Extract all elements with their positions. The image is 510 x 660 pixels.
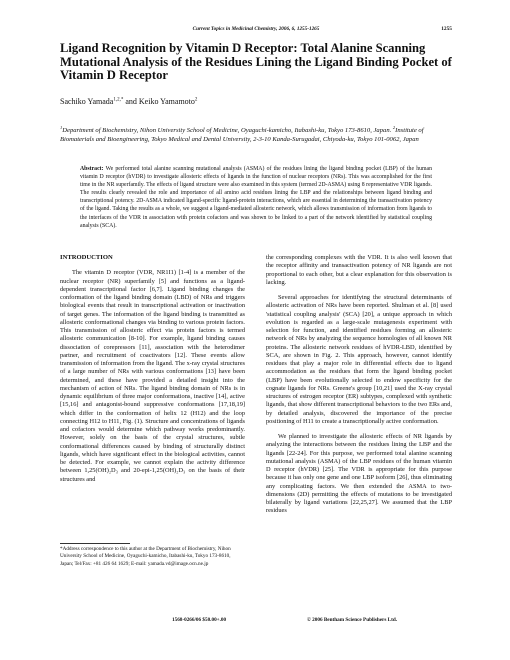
- left-column: [60, 254, 245, 484]
- running-header: [60, 26, 452, 36]
- right-column: [266, 254, 452, 516]
- author-name: Keiko Yamamoto: [138, 97, 195, 106]
- issn-price: 1568-0266/06 $50.00+.00: [172, 617, 227, 623]
- affiliation-text: Department of Biochemistry, Nihon University School of Medicine, Oyaguchi-kamicho, Itabashi-ku, Tokyo 173-8610, Japan.: [62, 127, 392, 135]
- journal-citation: Current Topics in Medicinal Chemistry, 2006, 6, 1255-1265: [192, 26, 320, 32]
- body-paragraph: the corresponding complexes with the VDR. It is also well known that the receptor affinity and transactivation potency of NR ligands are not proportional to each other, but a clear explanation for this observation is lacking.: [266, 254, 452, 286]
- body-paragraph: We planned to investigate the allosteric effects of NR ligands by analyzing the interactions between the residues lining the LBP and the ligands [22-24]. For this purpose, we performed total alanine scanning mutational analysis (ASMA) of the LBP residues of the human vitamin D receptor (hVDR) [25]. The VDR is appropriate for this purpose because it has only one gene and one LBP isoform [26], thus eliminating any complicating factors. We then extended the ASMA to two-dimensions (2D) permitting the effects of mutations to be investigated bilaterally by ligand variations [22,25,27]. We assumed that the LBP residues: [266, 433, 452, 515]
- author-name: Sachiko Yamada: [60, 97, 114, 106]
- affiliation-mark: 1: [60, 125, 63, 130]
- body-paragraph: The vitamin D receptor (VDR, NR1I1) [1-4] is a member of the nuclear receptor (NR) superfamily [5] and functions as a ligand-dependent transcriptional factor [6,7]. Ligand binding changes the conformation of the ligand binding domain (LBD) of NRs and triggers biological events that result in transcriptional activation or inactivation of target genes. The information of the ligand binding is transmitted as allosteric conformational changes via binding to various protein factors. This transmission of allosteric effect via protein factors is termed allosteric communication [8-10]. For example, ligand binding causes dissociation of corepressors [11], association with the heterodimer partner, and recruitment of coactivators [12]. These events allow transmission of information from the ligand. The x-ray crystal structures of a large number of NRs with various conformations [13] have been determined, and these have provided a detailed insight into the mechanism of action of NRs. The ligand binding domain of NRs is in dynamic equilibrium of three major conformations, inactive [14], active [15,16] and antagonist-bound suppressive conformations [17,18,19] which differ in the conformation of helix 12 (H12) and the loop connecting H12 to H11, Fig. (1). Structure and concentrations of ligands and cofactors would determine which pathway works predominantly. However, solely on the basis of the crystal structures, subtle conformational differences caused by binding of structurally distinct ligands, which have significant effect in the biological activities, cannot be detected. For example, we cannot explain the activity difference between 1,25(OH)₂D₃ and 20-epi-1,25(OH)₂D₃ on the basis of their structures and: [60, 269, 245, 483]
- author-affiliation-mark: 1,2,*: [113, 97, 124, 103]
- abstract: [80, 165, 432, 230]
- affiliation-mark: 2: [392, 125, 396, 130]
- correspondence-footnote: *Address correspondence to this author at the Department of Biochemistry, Nihon University School of Medicine, Oyaguchi-kamicho, Itabashi-ku, Tokyo 173-8610, Japan; Tel/Fax: +81 426 64 1629; E-mail: yamada.vd@image.ocn.ne.jp: [60, 546, 231, 567]
- affiliations: [60, 124, 454, 144]
- footnote-rule: [60, 543, 130, 544]
- section-heading: INTRODUCTION: [60, 254, 113, 261]
- author-line: [60, 97, 197, 106]
- author-connector: and: [123, 97, 139, 106]
- body-paragraph: Several approaches for identifying the structural determinants of allosteric activation of NRs have been reported. Shulman et al. [8] used 'statistical coupling analysis' (SCA) [20], a unique approach in which evolution is regarded as a large-scale mutagenesis experiment with selection for function, and identified residues forming an allosteric network of NRs by analyzing the sequence homologies of all known NR proteins. The allosteric network residues of hVDR-LBD, identified by SCA, are shown in Fig. 2. This approach, however, cannot identify residues that play a major role in differential effects due to ligand accommodation as the residues that form the ligand binding pocket (LBP) have been evolutionally selected to endow specificity for the cognate ligands for NRs. Greene's group [10,21] used the X-ray crystal structures of estrogen receptor (ER) subtypes, complexed with synthetic ligands, that show different transcriptional behaviors to the two ERs and, by detailed analysis, discovered the importance of the precise positioning of H11 to create a transcriptionally active conformation.: [266, 294, 452, 425]
- abstract-text: We performed total alanine scanning mutational analysis (ASMA) of the residues lining the ligand binding pocket (LBP) of the human vitamin D receptor (hVDR) to investigate allosteric effects of ligands in the function of nuclear receptors (NRs). This was accomplished for the first time in the NR superfamily. The effects of ligand structure were also examined in this system (termed 2D-ASMA) using 8 representative VDR ligands. The results clearly revealed the role and importance of all amino acid residues lining the LBP and the relationships between ligand binding and transcriptional potency. 2D-ASMA indicated ligand-specific ligand-protein interactions, which are essential in determining the transactivation potency of the ligand. Taking the results as a whole, we suggest a ligand-mediated allosteric network, which allows transmission of information from ligands to the interfaces of the VDR in association with protein cofactors and was shown to be linked to a part of the network identified by statistical coupling analysis (SCA).: [80, 166, 432, 229]
- affiliation-text: Institute of Biomaterials and Bioengineering, Tokyo Medical and Dental University, 2-3-10 Kanda-Surugadai, Chiyoda-ku, Tokyo 101-0062, Japan: [60, 127, 424, 143]
- paper-title: Ligand Recognition by Vitamin D Receptor: Total Alanine Scanning Mutational Analysis of the Residues Lining the Ligand Binding Pocket of Vitamin D Receptor: [60, 41, 452, 82]
- abstract-label: Abstract:: [80, 166, 104, 172]
- copyright: © 2006 Bentham Science Publishers Ltd.: [307, 617, 398, 623]
- page-number: 1255: [441, 26, 452, 32]
- author-affiliation-mark: 2: [194, 97, 198, 103]
